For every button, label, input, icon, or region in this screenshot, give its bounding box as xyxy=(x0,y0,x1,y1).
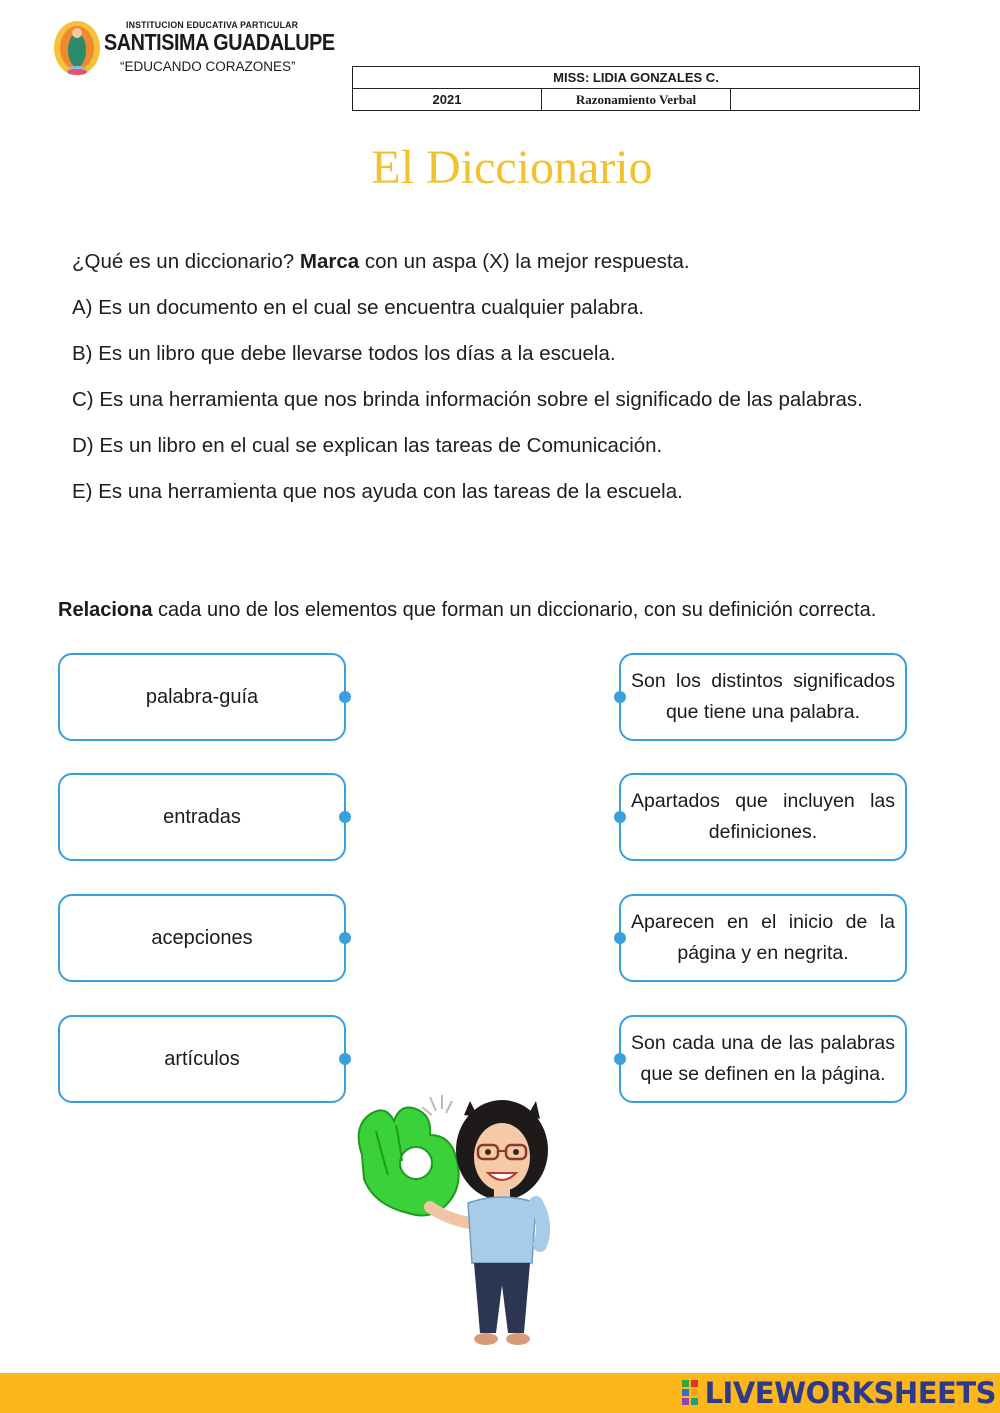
definition-text: Son cada una de las palabras que se definen en la página. xyxy=(631,1032,895,1085)
teacher-avatar-illustration xyxy=(352,1095,562,1350)
green-ok-hand-icon xyxy=(359,1108,459,1216)
definition-box-4[interactable] xyxy=(619,1015,907,1103)
header-info-table xyxy=(352,66,920,111)
liveworksheets-brand[interactable] xyxy=(677,1375,996,1411)
matching-instruction-rest: cada uno de los elementos que forman un diccionario, con su definición correcta. xyxy=(152,599,877,621)
option-b[interactable]: B) Es un libro que debe llevarse todos los días a la escuela. xyxy=(72,342,616,365)
term-connector-dot[interactable] xyxy=(339,811,351,823)
term-box-articulos[interactable]: artículos xyxy=(58,1015,346,1103)
institution-name: SANTISIMA GUADALUPE xyxy=(104,29,335,55)
question-suffix: con un aspa (X) la mejor respuesta. xyxy=(359,250,690,273)
liveworksheets-brand-text: LIVEWORKSHEETS xyxy=(704,1376,996,1410)
question-prompt xyxy=(72,250,690,274)
definition-box-2[interactable] xyxy=(619,773,907,861)
liveworksheets-logo-icon xyxy=(681,1378,699,1408)
definition-text: Aparecen en el inicio de la página y en negrita. xyxy=(631,911,895,964)
definition-connector-dot[interactable] xyxy=(614,691,626,703)
definition-text: Son los distintos significados que tiene una palabra. xyxy=(631,670,895,723)
definition-connector-dot[interactable] xyxy=(614,932,626,944)
term-box-palabra-guia[interactable]: palabra-guía xyxy=(58,653,346,741)
virgin-guadalupe-emblem-icon xyxy=(52,18,102,76)
teacher-cell: MISS: LIDIA GONZALES C. xyxy=(353,67,920,89)
definition-connector-dot[interactable] xyxy=(614,811,626,823)
definition-box-3[interactable] xyxy=(619,894,907,982)
definition-connector-dot[interactable] xyxy=(614,1053,626,1065)
definition-box-1[interactable] xyxy=(619,653,907,741)
option-a[interactable]: A) Es un documento en el cual se encuentra cualquier palabra. xyxy=(72,296,645,319)
school-logo xyxy=(52,18,335,80)
year-cell: 2021 xyxy=(353,89,542,111)
term-connector-dot[interactable] xyxy=(339,691,351,703)
page-title: El Diccionario xyxy=(371,141,653,194)
institution-motto: “EDUCANDO CORAZONES” xyxy=(120,59,296,74)
term-connector-dot[interactable] xyxy=(339,1053,351,1065)
option-c[interactable]: C) Es una herramienta que nos brinda información sobre el significado de las palabras. xyxy=(72,388,863,411)
term-box-acepciones[interactable]: acepciones xyxy=(58,894,346,982)
question-bold: Marca xyxy=(299,250,360,273)
blank-cell xyxy=(731,89,920,111)
subject-cell: Razonamiento Verbal xyxy=(542,89,731,111)
matching-instruction-bold: Relaciona xyxy=(58,599,153,621)
institution-type: INSTITUCION EDUCATIVA PARTICULAR xyxy=(126,20,299,31)
option-e[interactable]: E) Es una herramienta que nos ayuda con las tareas de la escuela. xyxy=(72,480,683,503)
term-box-entradas[interactable]: entradas xyxy=(58,773,346,861)
definition-text: Apartados que incluyen las definiciones. xyxy=(631,790,895,843)
option-d[interactable]: D) Es un libro en el cual se explican las tareas de Comunicación. xyxy=(72,434,663,457)
matching-instruction xyxy=(58,599,876,622)
question-prefix: ¿Qué es un diccionario? xyxy=(72,250,300,273)
term-connector-dot[interactable] xyxy=(339,932,351,944)
